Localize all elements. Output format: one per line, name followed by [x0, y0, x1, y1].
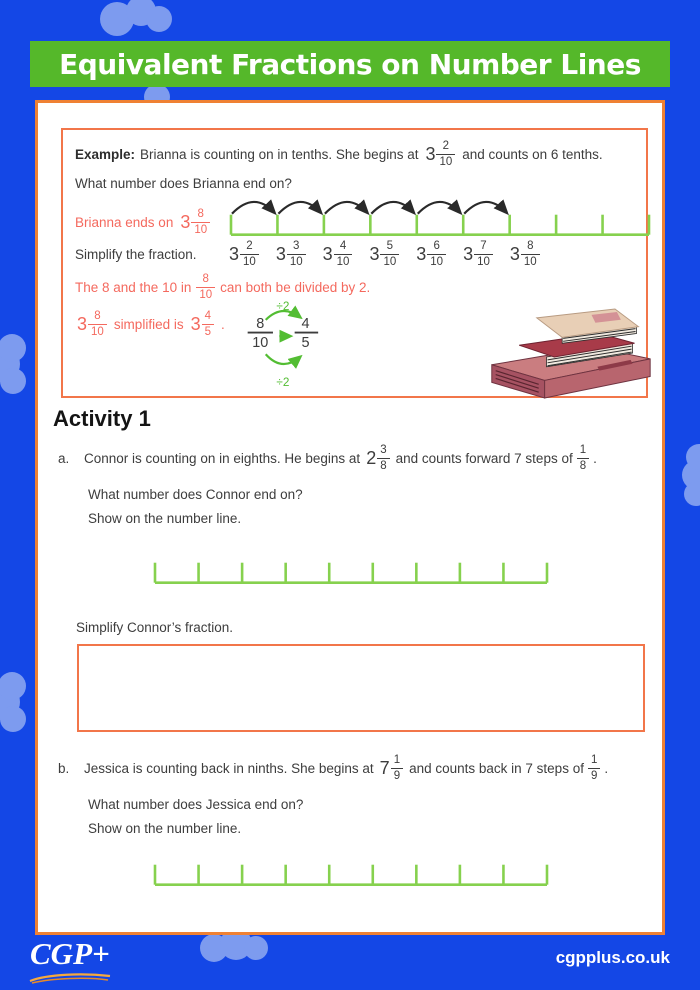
question-a-stem: a. Connor is counting on in eighths. He begins at 2 $\frac{3}{8}$ and counts forward 7 steps of $\frac{1}{8}$ .	[58, 444, 597, 472]
cgp-logo: CGP+	[30, 936, 110, 971]
example-label: Example:	[75, 146, 136, 162]
diagram-to-denominator: 5	[301, 335, 310, 351]
simplify-diagram	[236, 300, 328, 394]
example-number-line	[229, 188, 651, 236]
fraction-steps-row	[227, 238, 542, 270]
books-illustration	[482, 306, 658, 404]
number-line-b	[153, 859, 549, 886]
fraction: $\frac{1}{9}$	[588, 754, 600, 781]
diagram-from-denominator: 10	[252, 335, 269, 351]
fraction: 2 $\frac{3}{8}$	[366, 444, 389, 471]
divide-op-top: ÷2	[276, 300, 290, 313]
question-a-q1: What number does Connor end on?	[88, 487, 303, 502]
fraction: 3 $\frac{6}{10}$	[416, 240, 446, 267]
fraction: 3 $\frac{2}{10}$	[229, 240, 259, 267]
divide-arrow-icon	[266, 354, 300, 364]
example-intro: Example: Brianna is counting on in tenths. She begins at 3 $\frac{2}{10}$ and counts on 6 tenths.	[75, 140, 603, 168]
fraction: 3 $\frac{8}{10}$	[77, 310, 107, 337]
fraction: 3 $\frac{2}{10}$	[425, 140, 455, 167]
divide-note: The 8 and the 10 in $\frac{8}{10}$ can both be divided by 2.	[75, 273, 371, 301]
swoosh-icon	[28, 972, 112, 984]
title-banner	[30, 41, 670, 87]
simplified-result: 3 $\frac{8}{10}$ simplified is 3 $\frac{4}{5}$ .	[77, 310, 225, 338]
fraction: 3 $\frac{4}{10}$	[323, 240, 353, 267]
worksheet-page	[35, 100, 665, 935]
number-line-a	[153, 557, 549, 584]
fraction: 3 $\frac{5}{10}$	[369, 240, 399, 267]
fraction: 7 $\frac{1}{9}$	[380, 754, 403, 781]
question-b-q1: What number does Jessica end on?	[88, 797, 304, 812]
fraction: $\frac{1}{8}$	[577, 444, 589, 471]
fraction: 3 $\frac{7}{10}$	[463, 240, 493, 267]
simplify-label: Simplify the fraction.	[75, 247, 197, 262]
question-b-label: b.	[58, 760, 70, 776]
fraction: 3 $\frac{8}{10}$	[180, 208, 210, 235]
fraction: 3 $\frac{4}{5}$	[191, 310, 214, 337]
divide-op-bottom: ÷2	[276, 375, 290, 389]
question-b-stem: b. Jessica is counting back in ninths. She begins at 7 $\frac{1}{9}$ and counts back in 7 steps of $\frac{1}{9}$ .	[58, 754, 609, 782]
activity-heading: Activity 1	[53, 406, 151, 431]
page-title: Equivalent Fractions on Number Lines	[59, 47, 641, 81]
fraction: $\frac{8}{10}$	[196, 273, 215, 300]
answer-box[interactable]	[77, 644, 645, 732]
diagram-from-numerator: 8	[256, 316, 265, 333]
fraction: 3 $\frac{8}{10}$	[510, 240, 540, 267]
fraction: 3 $\frac{3}{10}$	[276, 240, 306, 267]
example-question: What number does Brianna end on?	[75, 176, 292, 191]
question-a-q2: Show on the number line.	[88, 511, 242, 526]
example-answer: Brianna ends on 3 $\frac{8}{10}$	[75, 206, 212, 238]
simplify-connor-label: Simplify Connor’s fraction.	[76, 620, 234, 635]
diagram-to-numerator: 4	[301, 316, 310, 333]
question-a-label: a.	[58, 450, 70, 466]
question-b-q2: Show on the number line.	[88, 821, 242, 836]
site-link[interactable]: cgpplus.co.uk	[555, 948, 670, 967]
